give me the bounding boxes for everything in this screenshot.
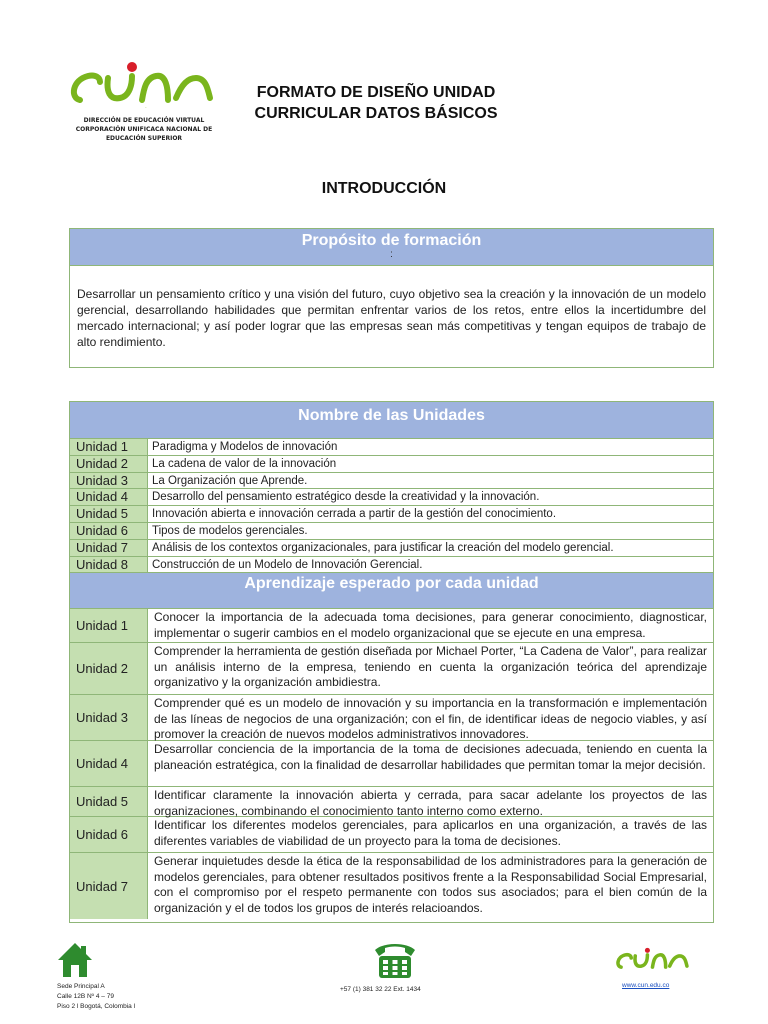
learning-text: Identificar claramente la innovación abierta y cerrada, para sacar adelante los proyectos de las organizaciones, combinando el conocimiento tanto interno como externo. bbox=[154, 788, 707, 818]
learning-text: Desarrollar conciencia de la importancia de la toma de decisiones adecuada, teniendo en cuenta la planeación estratégica, con la finalidad de desarrollar habilidades que permitan tomar la mejor decisión. bbox=[154, 742, 707, 772]
section-title: INTRODUCCIÓN bbox=[321, 180, 447, 197]
unit-label: Unidad 3 bbox=[70, 473, 148, 489]
telephone-icon bbox=[373, 940, 417, 985]
home-icon bbox=[57, 941, 93, 984]
learning-row bbox=[70, 741, 713, 787]
address bbox=[57, 982, 135, 1012]
org-line: CORPORACIÓN UNIFICACA NACIONAL DE bbox=[75, 126, 213, 133]
unit-label: Unidad 6 bbox=[70, 523, 148, 539]
logo-text: cun bbox=[145, 108, 147, 109]
unit-label: Unidad 5 bbox=[70, 506, 148, 522]
learning-row bbox=[70, 643, 713, 695]
learning-row bbox=[70, 609, 713, 643]
unit-label: Unidad 7 bbox=[70, 540, 148, 556]
address-line: Piso 2 l Bogotá, Colombia l bbox=[57, 1003, 136, 1010]
units-heading: Nombre de las Unidades bbox=[298, 407, 485, 424]
unit-row bbox=[70, 489, 713, 506]
learning-label: Unidad 5 bbox=[70, 787, 148, 816]
address-line: Calle 12B Nº 4 – 79 bbox=[57, 993, 114, 1000]
unit-name: Innovación abierta e innovación cerrada a partir de la gestión del conocimiento. bbox=[152, 508, 557, 521]
learning-text: Comprender la herramienta de gestión diseñada por Michael Porter, “La Cadena de Valor”, para realizar un análisis interno de la empresa, teniendo en cuenta la organización teórica del aprendizaje organizativo y la organización ambidiestra. bbox=[154, 644, 707, 690]
unit-row bbox=[70, 523, 713, 540]
page-header bbox=[0, 0, 768, 160]
phone-number: +57 (1) 381 32 22 Ext. 1434 bbox=[340, 986, 421, 993]
cun-logo bbox=[70, 58, 220, 110]
unit-row bbox=[70, 506, 713, 523]
unit-row bbox=[70, 473, 713, 490]
unit-name: La cadena de valor de la innovación bbox=[152, 457, 337, 470]
unit-row bbox=[70, 456, 713, 473]
unit-label: Unidad 1 bbox=[70, 439, 148, 455]
learning-label: Unidad 6 bbox=[70, 817, 148, 852]
address-line: Sede Principal A bbox=[57, 983, 105, 990]
purpose-box bbox=[69, 228, 714, 368]
unit-label: Unidad 8 bbox=[70, 557, 148, 573]
unit-name: Análisis de los contextos organizacionales, para justificar la creación del modelo gerencial. bbox=[152, 541, 614, 554]
learning-header bbox=[70, 573, 713, 609]
org-line: DIRECCIÓN DE EDUCACIÓN VIRTUAL bbox=[83, 117, 205, 124]
learning-label: Unidad 4 bbox=[70, 741, 148, 786]
purpose-text: Desarrollar un pensamiento crítico y una visión del futuro, cuyo objetivo sea la creación y la innovación de un modelo gerencial, desarrollando habilidades que permitan enfrentar varios de los retos, entre ellos la incertidumbre del mercado internacional; y así poder lograr que las empresas sean más competitivas y tengan equipos de trabajo de alto rendimiento. bbox=[77, 287, 706, 349]
organization-name bbox=[70, 116, 218, 143]
unit-row bbox=[70, 540, 713, 557]
unit-name: Desarrollo del pensamiento estratégico desde la creatividad y la innovación. bbox=[152, 491, 540, 504]
units-header bbox=[70, 402, 713, 439]
learning-row bbox=[70, 817, 713, 853]
unit-name: Tipos de modelos gerenciales. bbox=[152, 524, 308, 537]
learning-row bbox=[70, 853, 713, 919]
learning-text: Conocer la importancia de la adecuada toma decisiones, para generar conocimiento, diagnosticar, implementar o sugerir cambios en el modelo organizacional que se ejecute en una empresa. bbox=[154, 610, 707, 640]
unit-label: Unidad 4 bbox=[70, 489, 148, 505]
learning-label: Unidad 3 bbox=[70, 695, 148, 740]
cun-logo-small bbox=[616, 944, 692, 979]
unit-name: Paradigma y Modelos de innovación bbox=[152, 441, 338, 453]
learning-label: Unidad 2 bbox=[70, 643, 148, 694]
unit-name: Construcción de un Modelo de Innovación Gerencial. bbox=[152, 558, 423, 571]
unit-label: Unidad 2 bbox=[70, 456, 148, 472]
learning-label: Unidad 7 bbox=[70, 853, 148, 919]
org-line: EDUCACIÓN SUPERIOR bbox=[105, 135, 183, 142]
learning-text: Comprender qué es un modelo de innovación y su importancia en la transformación e implementación de las líneas de negocios de una organización; con el fin, de identificar ideas de negocio viables, y así promover la creación de nuevos modelos administrativos innovadores. bbox=[154, 696, 707, 742]
purpose-header bbox=[70, 229, 713, 266]
purpose-heading: Propósito de formación bbox=[301, 232, 482, 249]
learning-row bbox=[70, 695, 713, 741]
unit-row bbox=[70, 557, 713, 574]
units-table bbox=[69, 401, 714, 923]
page-footer bbox=[0, 936, 768, 1024]
learning-heading: Aprendizaje esperado por cada unidad bbox=[244, 575, 539, 593]
learning-text: Generar inquietudes desde la ética de la responsabilidad de los administradores para la generación de modelos gerenciales, para obtener resultados positivos frente a la Responsabilidad Social Empresarial, con el compromiso por el respeto permanente con todos sus asociados; para el bien común de la organización y el de todos los grupos de interés relacioandos. bbox=[154, 854, 707, 915]
website-link[interactable]: www.cun.edu.co bbox=[622, 982, 670, 989]
unit-name: La Organización que Aprende. bbox=[152, 474, 308, 487]
unit-row bbox=[70, 439, 713, 456]
learning-label: Unidad 1 bbox=[70, 609, 148, 642]
learning-row bbox=[70, 787, 713, 817]
purpose-colon: : bbox=[390, 249, 393, 260]
document-title: FORMATO DE DISEÑO UNIDAD CURRICULAR DATOS BÁSICOS bbox=[254, 84, 498, 122]
learning-text: Identificar los diferentes modelos gerenciales, para aplicarlos en una organización, a través de las diferentes variables de viabilidad de un proyecto para la toma de decisiones. bbox=[154, 818, 707, 848]
